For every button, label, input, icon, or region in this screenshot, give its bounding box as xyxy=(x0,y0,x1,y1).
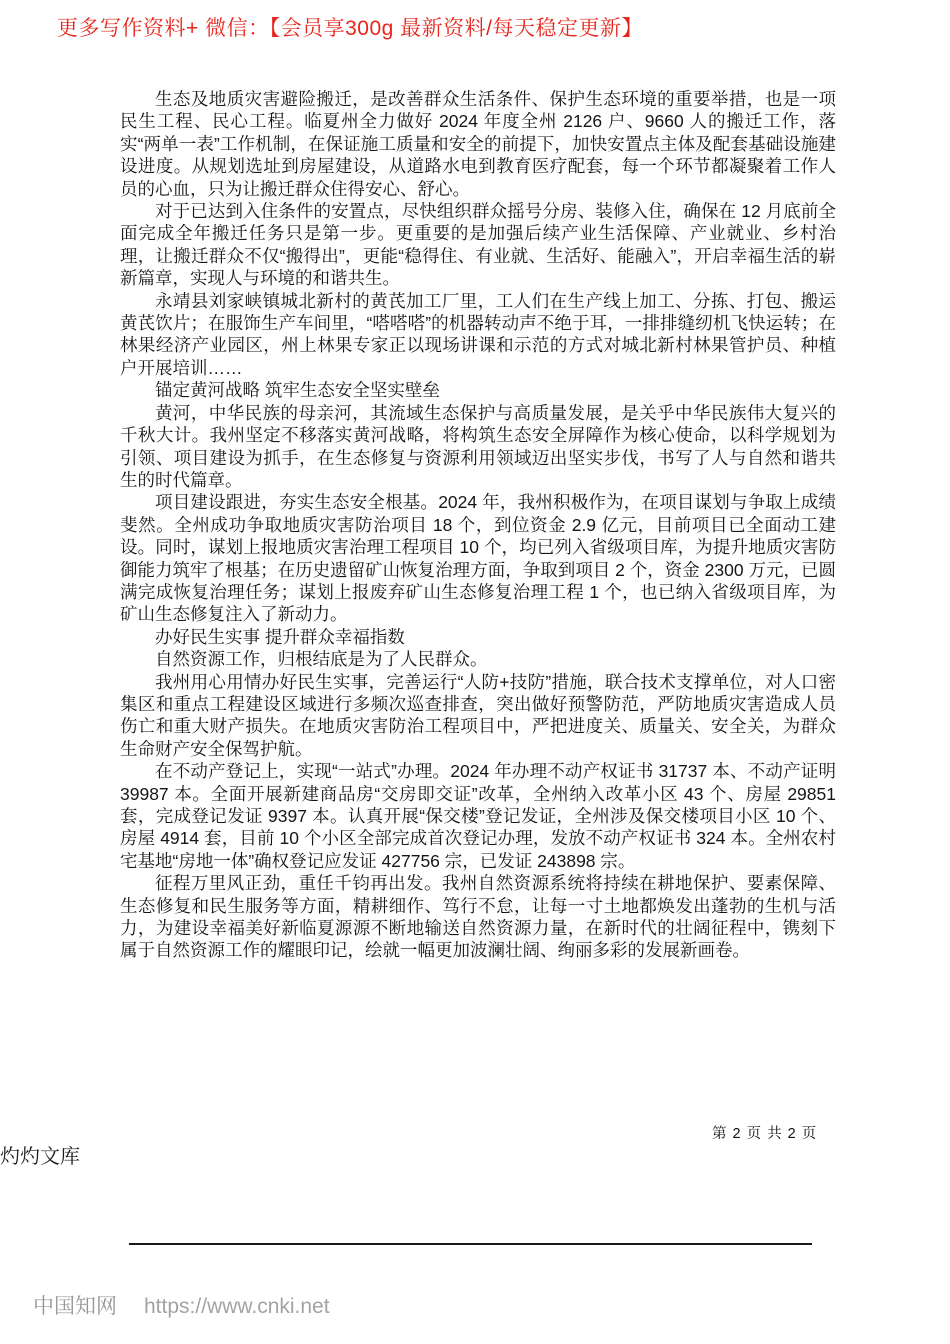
paragraph-disaster-prevention: 我州用心用情办好民生实事，完善运行“人防+技防”措施，联合技术支撑单位，对人口密集区和重点工程建设区域进行多频次巡查排查，突出做好预警防范，严防地质灾害造成人员伤亡和重大财产损失。在地质灾害防治工程项目中，严把进度关、质量关、安全关，为群众生命财产安全保驾护航。 xyxy=(120,671,836,759)
paragraph-yellow-river-strategy: 黄河，中华民族的母亲河，其流域生态保护与高质量发展，是关乎中华民族伟大复兴的千秋大计。我州坚定不移落实黄河战略，将构筑生态安全屏障作为核心使命，以科学规划为引领、项目建设为抓手，在生态修复与资源利用领域迈出坚实步伐，书写了人与自然和谐共生的时代篇章。 xyxy=(120,402,836,490)
section-heading-yellow-river: 锚定黄河战略 筑牢生态安全坚实壁垒 xyxy=(155,380,440,401)
cnki-site-url: https://www.cnki.net xyxy=(144,1295,330,1318)
paragraph-project-progress: 项目建设跟进，夯实生态安全根基。2024 年，我州积极作为，在项目谋划与争取上成绩斐然。全州成功争取地质灾害防治项目 18 个，到位资金 2.9 亿元，目前项目已全面动工建设。同时，谋划上报地质灾害治理工程项目 10 个，均已列入省级项目库，为提升地质灾害防御能力筑牢了根基；在历史遗留矿山恢复治理方面，争取到项目 2 个，资金 2300 万元，已圆满完成恢复治理任务；谋划上报废弃矿山生态修复治理工程 1 个，也已纳入省级项目库，为矿山生态修复注入了新动力。 xyxy=(120,492,836,625)
paragraph-for-the-people: 自然资源工作，归根结底是为了人民群众。 xyxy=(155,649,488,670)
library-brand-label: 灼灼文库 xyxy=(0,1146,80,1168)
section-heading-livelihood: 办好民生实事 提升群众幸福指数 xyxy=(155,626,405,647)
promo-banner-text: 更多写作资料+ 微信：【会员享300g 最新资料/每天稳定更新】 xyxy=(57,17,643,40)
paragraph-relocation-followup: 对于已达到入住条件的安置点，尽快组织群众摇号分房、装修入住，确保在 12 月底前全面完成全年搬迁任务只是第一步。更重要的是加强后续产业生活保障、产业就业、乡村治理，让搬迁群众不仅“搬得出”，更能“稳得住、有业就、生活好、能融入”，开启幸福生活的崭新篇章，实现人与环境的和谐共生。 xyxy=(120,201,836,289)
footer-divider-line xyxy=(129,1243,812,1245)
document-page-body xyxy=(120,88,836,962)
paragraph-closing-outlook: 征程万里风正劲，重任千钧再出发。我州自然资源系统将持续在耕地保护、要素保障、生态修复和民生服务等方面，精耕细作、笃行不怠，让每一寸土地都焕发出蓬勃的生机与活力，为建设幸福美好新临夏源源不断地输送自然资源力量，在新时代的壮阔征程中，镌刻下属于自然资源工作的耀眼印记，绘就一幅更加波澜壮阔、绚丽多彩的发展新画卷。 xyxy=(120,873,836,961)
paragraph-relocation-overview: 生态及地质灾害避险搬迁，是改善群众生活条件、保护生态环境的重要举措，也是一项民生工程、民心工程。临夏州全力做好 2024 年度全州 2126 户、9660 人的搬迁工作，落实“两单一表”工作机制，在保证施工质量和安全的前提下，加快安置点主体及配套基础设施建设进度。从规划选址到房屋建设，从道路水电到教育医疗配套，每一个环节都凝聚着工作人员的心血，只为让搬迁群众住得安心、舒心。 xyxy=(120,89,836,199)
cnki-watermark xyxy=(33,1290,330,1320)
cnki-site-name: 中国知网 xyxy=(33,1295,117,1318)
paragraph-village-industry: 永靖县刘家峡镇城北新村的黄芪加工厂里，工人们在生产线上加工、分拣、打包、搬运黄芪饮片；在服饰生产车间里，“嗒嗒嗒”的机器转动声不绝于耳，一排排缝纫机飞快运转；在林果经济产业园区，州上林果专家正以现场讲课和示范的方式对城北新村林果管护员、种植户开展培训…… xyxy=(120,290,836,378)
page-number-indicator: 第 2 页 共 2 页 xyxy=(712,1126,818,1142)
paragraph-property-registration: 在不动产登记上，实现“一站式”办理。2024 年办理不动产权证书 31737 本、不动产证明 39987 本。全面开展新建商品房“交房即交证”改革，全州纳入改革小区 43 个、房屋 29851 套，完成登记发证 9397 本。认真开展“保交楼”登记发证，全州涉及保交楼项目小区 10 个、房屋 4914 套，目前 10 个小区全部完成首次登记办理，发放不动产权证书 324 本。全州农村宅基地“房地一体”确权登记应发证 427756 宗，已发证 243898 宗。 xyxy=(120,761,836,871)
